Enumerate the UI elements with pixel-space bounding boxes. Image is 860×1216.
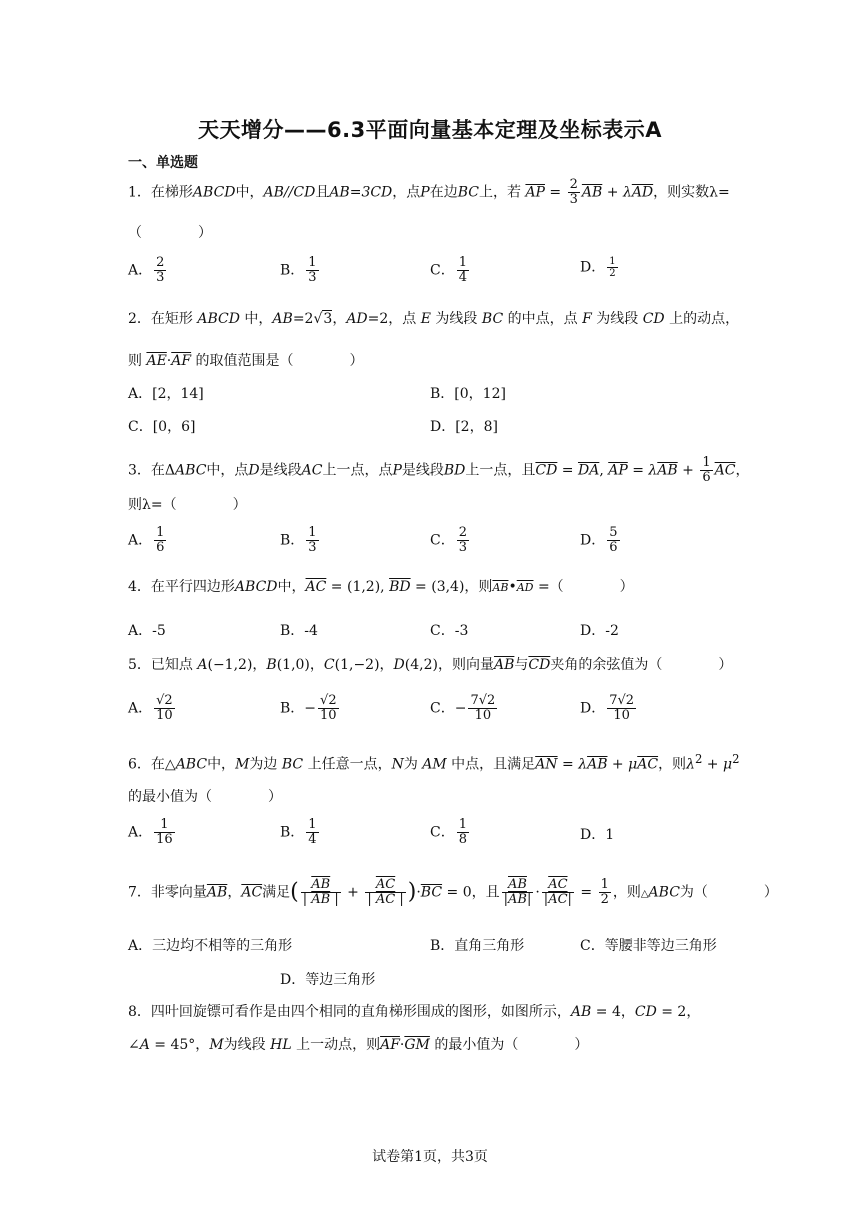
q1-var: BC [457, 184, 479, 201]
q1-text: 中， [235, 184, 264, 201]
question-8: 8．四叶回旋镖可看作是由四个相同的直角梯形围成的图形，如图所示，AB = 4，CD = 2， [128, 1004, 701, 1020]
q1-option-c[interactable]: C． $\frac{1}{4}$ [430, 255, 467, 285]
vector-ab: $\overline{AB}$ [581, 184, 603, 201]
q5-option-d[interactable]: D． $\frac{7√2}{10}$ [580, 693, 635, 723]
q1-text: 在边 [429, 184, 458, 201]
page-footer: 试卷第1页，共3页 [372, 1149, 488, 1165]
q1-tail: ，则实数λ= [653, 184, 730, 201]
question-6-line2: 的最小值为（ ） [128, 789, 282, 805]
q1-text: 且 [315, 184, 330, 201]
question-5: 5．已知点 A(−1,2)，B(1,0)，C(1,−2)，D(4,2)，则向量$\overline{AB}$与$\overline{CD}$夹角的余弦值为（ ） [128, 657, 733, 673]
q6-options [128, 818, 738, 854]
q1-var: AB=3CD [329, 184, 393, 201]
q1-option-a[interactable]: A． $\frac{2}{3}$ [128, 255, 165, 285]
q2-option-a[interactable]: A．[2，14] [128, 386, 204, 402]
q7-option-d[interactable]: D．等边三角形 [280, 972, 376, 988]
q1-option-b[interactable]: B． $\frac{1}{3}$ [280, 255, 317, 285]
q7-option-c[interactable]: C．等腰非等边三角形 [580, 938, 717, 954]
q5-option-c[interactable]: C．− $\frac{7√2}{10}$ [430, 693, 496, 723]
question-2: 2．在矩形 ABCD 中，AB=2√3，AD=2，点 E 为线段 BC 的中点，点 F 为线段 CD 上的动点， [128, 311, 740, 327]
q6-option-d[interactable]: D．1 [580, 827, 615, 843]
q1-text: ，点 [392, 184, 421, 201]
q5-option-a[interactable]: A． $\frac{√2}{10}$ [128, 693, 173, 723]
q1-text: 上，若 [478, 184, 521, 201]
question-6: 6．在△ABC中，M为边 BC 上任意一点，N为 AM 中点，且满足$\overline{AN} = \lambda\overline{AB} + \mu\overline{AC}$，则$\lambda^2 + \mu^2$ [128, 752, 740, 773]
vector-ad: $\overline{AD}$ [631, 184, 654, 201]
q1-options [128, 256, 738, 292]
lambda-symbol: λ [622, 184, 632, 201]
q3-options [128, 526, 738, 562]
question-3-line2: 则λ=（ ） [128, 497, 247, 513]
q7-option-a[interactable]: A．三边均不相等的三角形 [128, 938, 293, 954]
q6-option-b[interactable]: B． $\frac{1}{4}$ [280, 817, 317, 847]
q3-option-c[interactable]: C． $\frac{2}{3}$ [430, 525, 467, 555]
q1-blank: （ ） [128, 225, 212, 241]
question-2-line2: 则 $\overline{AE}\cdot\overline{AF}$ 的取值范围是（ ） [128, 353, 364, 369]
question-4: 4．在平行四边形ABCD中，$\overline{AC} = (1,2)$, $\overline{BD} = (3,4)$，则$\overline{AB}•\overline{AD}$ =（ ） [128, 579, 634, 595]
q6-option-a[interactable]: A． $\frac{1}{16}$ [128, 817, 173, 847]
q5-options [128, 694, 738, 730]
q2-option-c[interactable]: C．[0，6] [128, 419, 196, 435]
q1-option-d[interactable]: D． $\frac{1}{2}$ [580, 256, 616, 279]
page-title: 天天增分——6.3平面向量基本定理及坐标表示A [198, 118, 662, 142]
q7-option-b[interactable]: B．直角三角形 [430, 938, 525, 954]
q4-option-a[interactable]: A．-5 [128, 623, 166, 639]
q5-option-b[interactable]: B．− $\frac{√2}{10}$ [280, 693, 337, 723]
q6-option-c[interactable]: C． $\frac{1}{8}$ [430, 817, 467, 847]
q1-var: ABCD [192, 184, 236, 201]
q2-option-d[interactable]: D．[2，8] [430, 419, 498, 435]
vector-ap: $\overline{AP}$ [525, 184, 545, 201]
question-7: 7．非零向量$\overline{AB}$，$\overline{AC}$满足( $\frac{\overline{AB}}{| \overline{AB} |}$ + $\frac{\overline{AC}}{| \overline{AC} |}$ )$\cdot\overline{BC} = 0$，且 $\frac{\overline{AB}}{|\overline{AB}|}$ · $\frac{\overline{AC}}{|\overline{AC}|}$ = $\frac{1}{2}$ ，则△ABC为（ ） [128, 877, 778, 907]
q3-option-b[interactable]: B． $\frac{1}{3}$ [280, 525, 317, 555]
question-3: 3．在ΔABC中，点D是线段AC上一点，点P是线段BD上一点，且$\overline{CD} = \overline{DA}$, $\overline{AP} = \lambda\overline{AB}$ + $\frac{1}{6}$ $\overline{AC}$， [128, 455, 750, 485]
fraction-2-3: $\frac{2}{3}$ [569, 177, 578, 207]
q4-option-d[interactable]: D．-2 [580, 623, 619, 639]
q1-var: AB//CD [263, 184, 316, 201]
q1-var: P [420, 184, 430, 201]
q4-option-c[interactable]: C．-3 [430, 623, 469, 639]
question-8-line2: ∠A = 45°，M为线段 HL 上一动点，则$\overline{AF}\cdot\overline{GM}$ 的最小值为（ ） [128, 1037, 589, 1053]
question-1: 1．在梯形ABCD中，AB//CD且AB=3CD，点P在边BC上，若 $\overline{AP}$ = $\frac{2}{3}$ $\overline{AB} + \lambda\overline{AD}$，则实数λ= [128, 177, 730, 207]
q3-option-a[interactable]: A． $\frac{1}{6}$ [128, 525, 165, 555]
q3-option-d[interactable]: D． $\frac{5}{6}$ [580, 525, 618, 555]
q4-option-b[interactable]: B．-4 [280, 623, 318, 639]
q1-text: 1．在梯形 [128, 184, 193, 201]
section-heading: 一、单选题 [128, 155, 198, 171]
q2-option-b[interactable]: B．[0，12] [430, 386, 506, 402]
